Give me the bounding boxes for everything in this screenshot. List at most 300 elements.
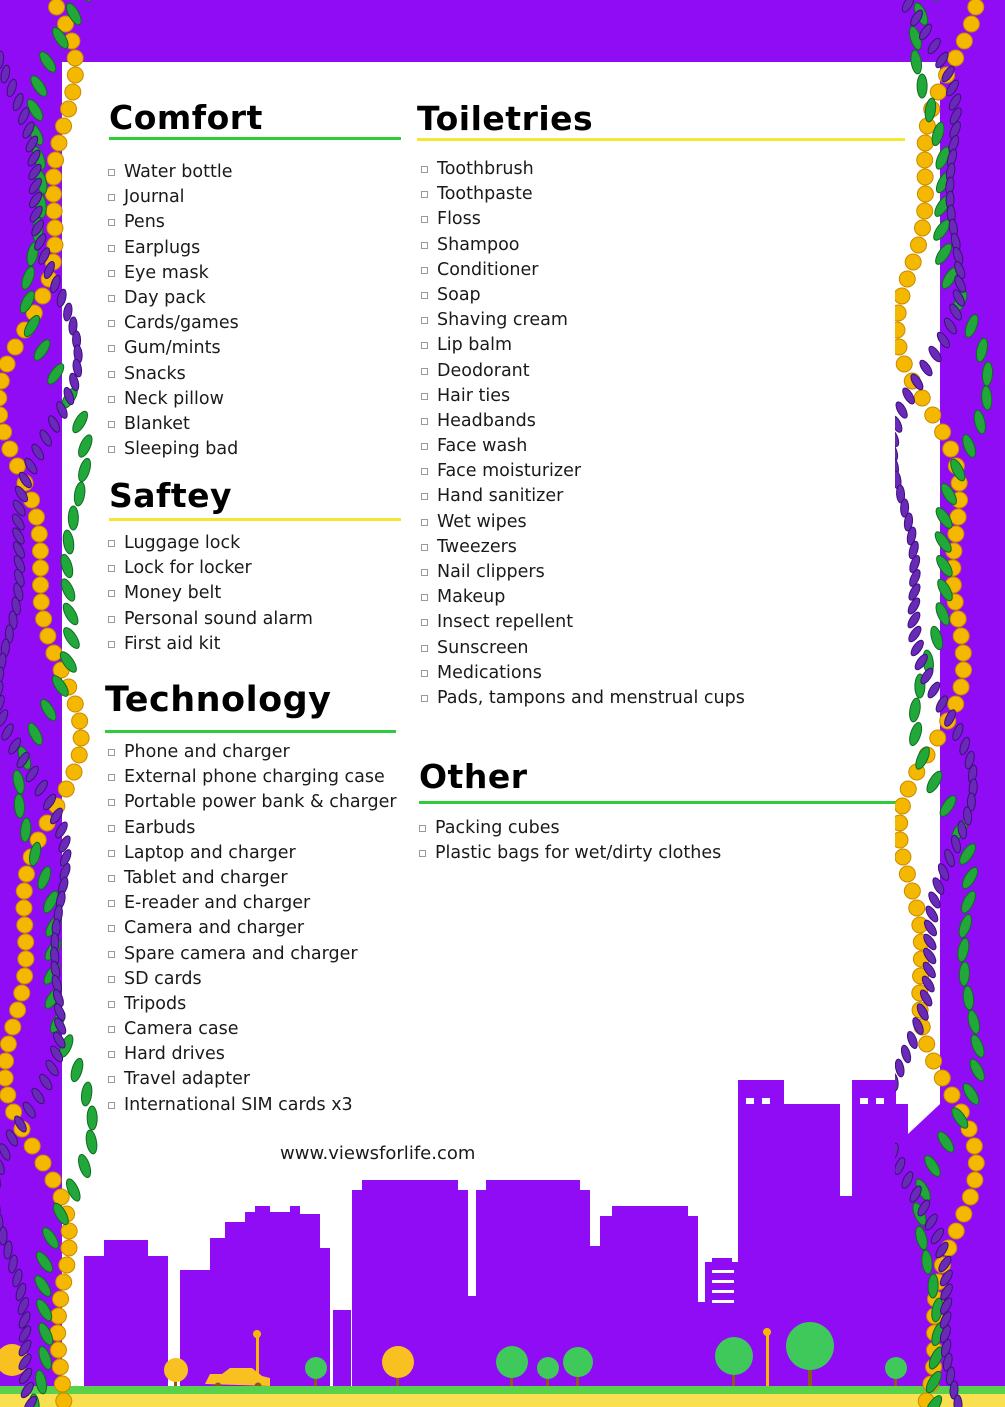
purple-bead: [5, 78, 18, 98]
gold-bead: [10, 1002, 26, 1018]
checkbox[interactable]: [421, 443, 428, 450]
gold-bead: [899, 271, 915, 287]
gold-bead: [950, 611, 966, 627]
technology-item: [108, 816, 397, 841]
checkbox[interactable]: [421, 166, 428, 173]
purple-bead: [30, 1086, 47, 1105]
comfort-list: [108, 160, 239, 462]
green-bead: [982, 362, 994, 387]
gold-bead: [59, 1257, 75, 1273]
gold-bead: [948, 50, 964, 66]
item-label: Personal sound alarm: [124, 608, 313, 629]
item-label: Earbuds: [124, 817, 196, 838]
checkbox[interactable]: [421, 493, 428, 500]
green-bead: [85, 1129, 99, 1154]
green-bead: [40, 1225, 62, 1251]
technology-rule: [105, 730, 396, 733]
green-bead: [924, 97, 937, 122]
gold-bead: [934, 1070, 950, 1086]
checkbox[interactable]: [421, 670, 428, 677]
technology-item: [108, 1042, 397, 1067]
gold-bead: [33, 560, 49, 576]
checkbox[interactable]: [421, 619, 428, 626]
green-bead: [37, 49, 59, 74]
gold-bead: [14, 985, 30, 1001]
toiletries-item: [421, 610, 745, 635]
gold-bead: [36, 611, 52, 627]
toiletries-item: [421, 207, 745, 232]
purple-bead: [0, 1142, 12, 1162]
green-bead: [960, 865, 981, 891]
item-label: Travel adapter: [124, 1069, 251, 1090]
gold-bead: [967, 1172, 983, 1188]
toiletries-item: [421, 459, 745, 484]
gold-bead: [962, 1189, 978, 1205]
item-label: Makeup: [437, 587, 506, 608]
purple-bead: [900, 0, 916, 14]
gold-bead: [0, 390, 7, 406]
gold-bead: [917, 203, 933, 219]
purple-bead: [895, 1156, 907, 1176]
comfort-item: [108, 286, 239, 311]
gold-bead: [33, 577, 49, 593]
checkbox[interactable]: [421, 468, 428, 475]
green-bead: [45, 361, 67, 386]
item-label: Snacks: [124, 363, 186, 384]
gold-bead: [917, 135, 933, 151]
gold-bead: [968, 0, 984, 15]
toiletries-item: [421, 182, 745, 207]
gold-bead: [925, 407, 941, 423]
item-label: Lip balm: [437, 335, 513, 356]
gold-bead: [0, 373, 9, 389]
technology-item: [108, 740, 397, 765]
gold-bead: [930, 84, 946, 100]
gold-bead: [61, 1223, 77, 1239]
toiletries-item: [421, 384, 745, 409]
checkbox[interactable]: [421, 267, 428, 274]
comfort-item: [108, 311, 239, 336]
item-label: Camera case: [124, 1019, 239, 1040]
green-bead: [957, 913, 974, 939]
checkbox[interactable]: [421, 569, 428, 576]
gold-bead: [47, 220, 63, 236]
gold-bead: [16, 900, 32, 916]
green-bead: [34, 1369, 49, 1395]
green-bead: [928, 1274, 939, 1298]
green-bead: [28, 73, 50, 98]
gold-bead: [50, 1308, 66, 1324]
comfort-item: [108, 336, 239, 361]
safety-item: [108, 581, 313, 606]
green-bead: [75, 0, 94, 3]
toiletries-list: [421, 157, 745, 711]
technology-item: [108, 866, 397, 891]
item-label: E-reader and charger: [124, 893, 311, 914]
purple-bead: [900, 1044, 913, 1064]
gold-bead: [5, 1019, 21, 1035]
toiletries-item: [421, 157, 745, 182]
toiletries-item: [421, 585, 745, 610]
toiletries-item: [421, 636, 745, 661]
gold-bead: [61, 101, 77, 117]
technology-heading: Technology: [105, 680, 332, 720]
gold-bead: [18, 951, 34, 967]
gold-bead: [909, 900, 925, 916]
green-bead: [32, 1273, 54, 1298]
gold-bead: [917, 152, 933, 168]
gold-bead: [2, 441, 18, 457]
item-label: Portable power bank & charger: [124, 792, 397, 813]
gold-bead: [0, 407, 8, 423]
toiletries-item: [421, 359, 745, 384]
gold-bead: [910, 237, 926, 253]
green-bead: [60, 601, 81, 627]
green-bead: [960, 1081, 981, 1107]
item-label: Conditioner: [437, 259, 539, 280]
gold-bead: [0, 424, 12, 440]
item-label: International SIM cards x3: [124, 1094, 353, 1115]
item-label: Shaving cream: [437, 310, 568, 331]
green-bead: [38, 697, 59, 723]
comfort-item: [108, 261, 239, 286]
purple-bead: [21, 1100, 38, 1119]
checkbox[interactable]: [419, 825, 426, 832]
green-bead: [909, 49, 923, 74]
item-label: Money belt: [124, 583, 222, 604]
checkbox[interactable]: [421, 242, 428, 249]
item-label: Packing cubes: [435, 818, 560, 838]
gold-bead: [968, 1155, 984, 1171]
gold-bead: [35, 1155, 51, 1171]
technology-item: [108, 765, 397, 790]
technology-item: [108, 891, 397, 916]
item-label: Blanket: [124, 413, 190, 434]
gold-bead: [35, 288, 51, 304]
item-label: Neck pillow: [124, 388, 224, 409]
other-list: [419, 816, 721, 866]
green-bead: [59, 577, 78, 603]
green-bead: [959, 889, 979, 915]
green-bead: [933, 241, 955, 266]
safety-item: [108, 556, 313, 581]
item-label: Sleeping bad: [124, 439, 239, 460]
item-label: Hard drives: [124, 1044, 225, 1065]
item-label: SD cards: [124, 968, 202, 989]
purple-bead: [935, 330, 952, 349]
gold-bead: [16, 883, 32, 899]
gold-bead: [0, 1087, 16, 1103]
gold-bead: [31, 526, 47, 542]
item-label: Pens: [124, 212, 165, 233]
gold-bead: [17, 968, 33, 984]
item-label: Toothpaste: [437, 184, 533, 205]
comfort-item: [108, 387, 239, 412]
safety-item: [108, 607, 313, 632]
item-label: External phone charging case: [124, 767, 385, 788]
green-bead: [35, 865, 53, 891]
green-bead: [972, 409, 987, 435]
item-label: Phone and charger: [124, 742, 290, 762]
item-label: Floss: [437, 209, 481, 230]
technology-item: [108, 1067, 397, 1092]
gold-bead: [7, 339, 23, 355]
checkbox[interactable]: [421, 594, 428, 601]
gold-bead: [955, 645, 971, 661]
website-url[interactable]: www.viewsforlife.com: [280, 1143, 476, 1164]
gold-bead: [948, 696, 964, 712]
toiletries-item: [421, 434, 745, 459]
gold-bead: [73, 730, 89, 746]
gold-bead: [895, 849, 911, 865]
item-label: Hair ties: [437, 385, 511, 406]
gold-bead: [48, 152, 64, 168]
technology-item: [108, 1093, 397, 1118]
toiletries-rule: [417, 138, 905, 141]
gold-bead: [67, 696, 83, 712]
toiletries-item: [421, 510, 745, 535]
green-bead: [937, 793, 959, 819]
checkbox[interactable]: [421, 645, 428, 652]
green-bead: [966, 1009, 982, 1035]
gold-bead: [40, 628, 56, 644]
item-label: Deodorant: [437, 360, 530, 381]
item-label: Gum/mints: [124, 338, 221, 359]
green-bead: [73, 481, 87, 506]
toiletries-item: [421, 661, 745, 686]
item-label: Spare camera and charger: [124, 943, 358, 964]
green-bead: [76, 457, 93, 483]
gold-bead: [56, 1393, 72, 1407]
gold-bead: [52, 1359, 68, 1375]
checkbox[interactable]: [421, 216, 428, 223]
purple-bead: [30, 442, 46, 461]
toiletries-item: [421, 233, 745, 258]
green-bead: [68, 506, 78, 530]
green-bead: [963, 313, 981, 339]
gold-bead: [966, 1138, 982, 1154]
gold-bead: [53, 1291, 69, 1307]
comfort-item: [108, 185, 239, 210]
gold-bead: [926, 1053, 942, 1069]
green-bead: [960, 433, 978, 459]
item-label: Cards/games: [124, 313, 239, 334]
gold-bead: [0, 1053, 14, 1069]
item-label: Medications: [437, 662, 542, 683]
gold-bead: [33, 594, 49, 610]
toiletries-item: [421, 308, 745, 333]
green-bead: [935, 1129, 957, 1154]
purple-bead: [37, 1072, 54, 1091]
purple-bead: [927, 344, 944, 363]
purple-bead: [11, 92, 25, 112]
gold-bead: [956, 33, 972, 49]
gold-bead: [930, 730, 946, 746]
green-bead: [962, 986, 974, 1011]
purple-bead: [954, 1395, 963, 1407]
green-bead: [11, 769, 26, 795]
gold-bead: [963, 16, 979, 32]
item-label: Nail clippers: [437, 562, 545, 582]
item-label: Headbands: [437, 410, 536, 431]
green-bead: [70, 409, 91, 435]
gold-bead: [65, 84, 81, 100]
green-bead: [61, 625, 83, 651]
toiletries-item: [421, 333, 745, 358]
gold-bead: [46, 645, 62, 661]
item-label: Wet wipes: [437, 511, 527, 532]
purple-bead: [895, 400, 909, 420]
gold-bead: [950, 509, 966, 525]
green-bead: [959, 962, 970, 986]
safety-heading: Saftey: [109, 476, 233, 515]
item-label: First aid kit: [124, 633, 221, 654]
item-label: Lock for locker: [124, 558, 252, 579]
green-bead: [967, 1057, 987, 1083]
comfort-rule: [109, 137, 401, 140]
gold-bead: [46, 169, 62, 185]
gold-bead: [956, 1206, 972, 1222]
green-bead: [19, 265, 37, 291]
safety-rule: [109, 518, 401, 521]
left-bead-garland-decoration: [0, 0, 110, 1407]
gold-bead: [45, 186, 61, 202]
checkbox[interactable]: [419, 850, 426, 857]
green-bead: [80, 1081, 93, 1106]
purple-bead: [918, 358, 935, 377]
item-label: Toothbrush: [437, 159, 534, 179]
item-label: Plastic bags for wet/dirty clothes: [435, 843, 722, 864]
green-bead: [25, 721, 45, 747]
gold-bead: [914, 390, 930, 406]
gold-bead: [28, 509, 44, 525]
purple-bead: [926, 36, 943, 55]
toiletries-item: [421, 258, 745, 283]
gold-bead: [66, 764, 82, 780]
green-bead: [908, 697, 922, 722]
gold-bead: [935, 424, 951, 440]
checkbox[interactable]: [421, 519, 428, 526]
purple-bead: [46, 414, 61, 434]
technology-list: [108, 740, 397, 1118]
gold-bead: [944, 1087, 960, 1103]
item-label: Camera and charger: [124, 918, 305, 939]
other-rule: [419, 801, 906, 804]
toiletries-heading: Toiletries: [417, 99, 594, 138]
purple-bead: [38, 428, 54, 448]
checkbox[interactable]: [421, 191, 428, 198]
comfort-heading: Comfort: [109, 98, 263, 137]
green-bead: [922, 1153, 943, 1179]
gold-bead: [56, 1274, 72, 1290]
green-bead: [76, 1153, 93, 1179]
green-bead: [27, 841, 42, 867]
gold-bead: [19, 866, 35, 882]
comfort-item: [108, 412, 239, 437]
item-label: Face wash: [437, 436, 528, 457]
technology-item: [108, 790, 397, 815]
purple-bead: [926, 680, 942, 699]
green-bead: [956, 937, 971, 963]
gold-bead: [50, 1342, 66, 1358]
gold-bead: [953, 628, 969, 644]
checkbox[interactable]: [421, 342, 428, 349]
purple-bead: [33, 778, 50, 797]
gold-bead: [948, 1223, 964, 1239]
gold-bead: [67, 67, 83, 83]
gold-bead: [51, 135, 67, 151]
item-label: Earplugs: [124, 237, 201, 258]
gold-bead: [895, 339, 907, 355]
green-bead: [14, 794, 26, 819]
gold-bead: [899, 866, 915, 882]
checkbox[interactable]: [421, 368, 428, 375]
gold-bead: [24, 1138, 40, 1154]
gold-bead: [895, 815, 908, 831]
comfort-item: [108, 236, 239, 261]
gold-bead: [904, 883, 920, 899]
item-label: Soap: [437, 284, 481, 305]
checkbox[interactable]: [421, 695, 428, 702]
green-bead: [969, 1033, 987, 1059]
checkbox[interactable]: [421, 544, 428, 551]
gold-bead: [72, 713, 88, 729]
gold-bead: [17, 917, 33, 933]
item-label: Journal: [124, 187, 185, 208]
safety-item: [108, 531, 313, 556]
green-bead: [87, 1106, 97, 1130]
checkbox[interactable]: [421, 418, 428, 425]
green-bead: [929, 625, 945, 651]
gold-bead: [895, 288, 910, 304]
item-label: Tablet and charger: [124, 867, 288, 888]
comfort-item: [108, 160, 239, 185]
green-bead: [33, 1249, 55, 1274]
toiletries-item: [421, 535, 745, 560]
gold-bead: [61, 1240, 77, 1256]
gold-bead: [9, 458, 25, 474]
green-bead: [59, 553, 76, 579]
green-bead: [76, 433, 95, 459]
purple-bead: [943, 848, 957, 868]
gold-bead: [53, 1189, 69, 1205]
checkbox[interactable]: [421, 317, 428, 324]
item-label: Insect repellent: [437, 612, 574, 633]
checkbox[interactable]: [421, 393, 428, 400]
gold-bead: [900, 781, 916, 797]
technology-item: [108, 967, 397, 992]
gold-bead: [18, 934, 34, 950]
gold-bead: [919, 1036, 935, 1052]
technology-item: [108, 1017, 397, 1042]
green-bead: [31, 337, 53, 362]
gold-bead: [905, 254, 921, 270]
comfort-item: [108, 437, 239, 462]
checkbox[interactable]: [421, 292, 428, 299]
gold-bead: [0, 1036, 16, 1052]
green-bead: [69, 1057, 85, 1083]
gold-bead: [67, 50, 83, 66]
safety-item: [108, 632, 313, 657]
item-label: Hand sanitizer: [437, 486, 564, 507]
comfort-item: [108, 210, 239, 235]
gold-bead: [0, 356, 15, 372]
item-label: Tripods: [124, 993, 187, 1014]
purple-bead: [895, 1058, 905, 1077]
gold-bead: [943, 441, 959, 457]
gold-bead: [895, 798, 910, 814]
green-bead: [921, 0, 942, 3]
